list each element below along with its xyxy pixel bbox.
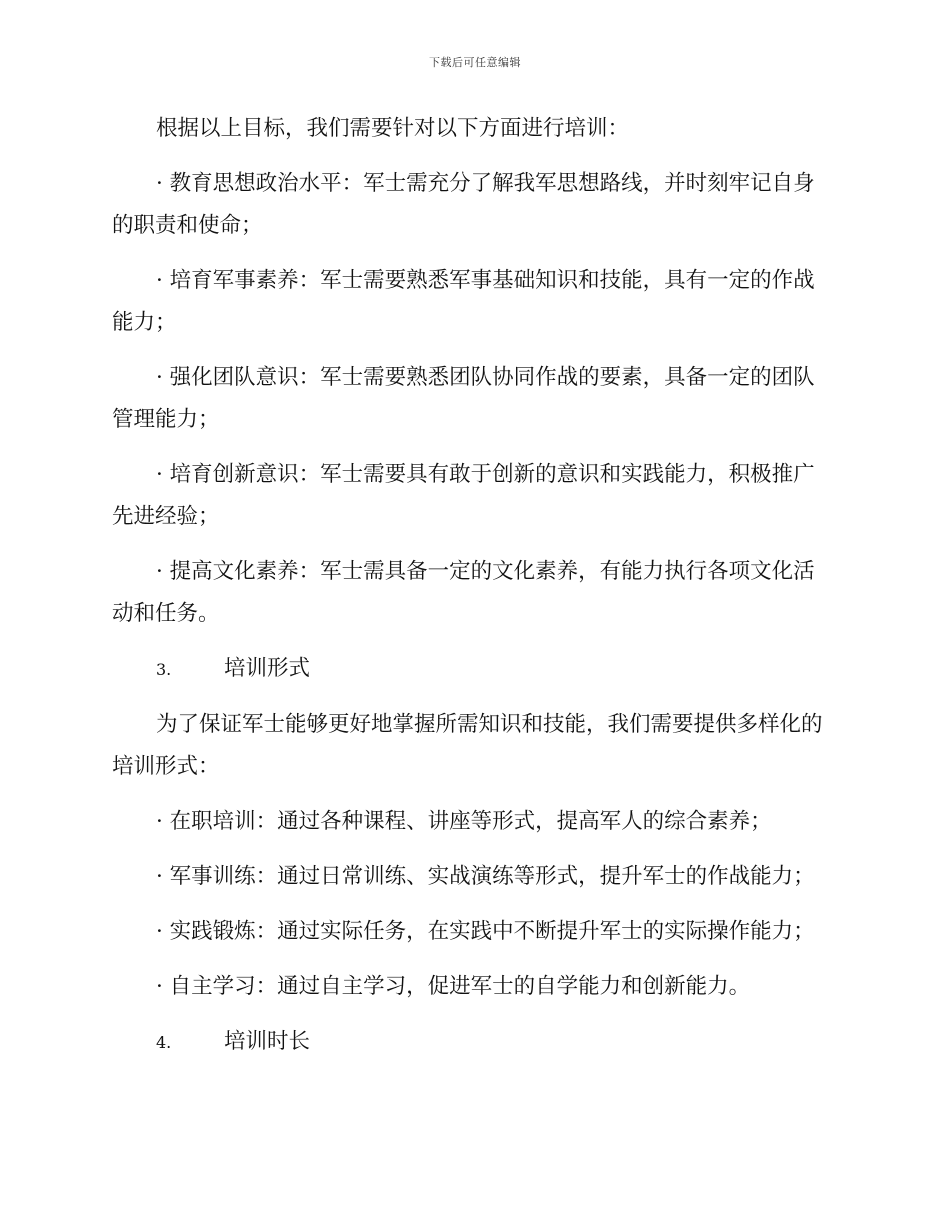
aspect-item-5 [112, 551, 832, 635]
section-3-heading [112, 648, 832, 691]
aspect-item-1 [112, 163, 832, 247]
aspect-item-2-line2: 能力； [112, 310, 177, 335]
intro-text: 根据以上目标，我们需要针对以下方面进行培训： [156, 116, 630, 141]
aspect-item-3 [112, 357, 832, 441]
form-item-3: · 实践锻炼：通过实际任务，在实践中不断提升军士的实际操作能力； [156, 919, 815, 944]
document-body [112, 108, 832, 1077]
aspect-item-1-line2: 的职责和使命； [112, 213, 263, 238]
page-header: 下载后可任意编辑 [429, 56, 521, 69]
section-4-title: 培训时长 [224, 1029, 311, 1054]
aspect-item-4-line2: 先进经验； [112, 504, 220, 529]
intro-paragraph [112, 108, 832, 150]
section-4-number: 4. [156, 1033, 172, 1052]
section-3-intro-line1: 为了保证军士能够更好地掌握所需知识和技能，我们需要提供多样化的 [156, 712, 823, 737]
aspect-item-2-line1: · 培育军事素养：军士需要熟悉军事基础知识和技能，具有一定的作战 [156, 268, 815, 293]
form-item-1: · 在职培训：通过各种课程、讲座等形式，提高军人的综合素养； [156, 809, 772, 834]
aspect-item-3-line2: 管理能力； [112, 407, 220, 432]
section-3-intro [112, 704, 832, 788]
section-3-intro-line2: 培训形式： [112, 754, 220, 779]
aspect-item-4 [112, 454, 832, 538]
aspect-item-5-line2: 动和任务。 [112, 601, 220, 626]
section-3-number: 3. [156, 660, 172, 679]
form-item-4: · 自主学习：通过自主学习，促进军士的自学能力和创新能力。 [156, 974, 751, 999]
section-3-title: 培训形式 [224, 656, 311, 681]
aspect-item-4-line1: · 培育创新意识：军士需要具有敢于创新的意识和实践能力，积极推广 [156, 462, 815, 487]
form-item-2: · 军事训练：通过日常训练、实战演练等形式，提升军士的作战能力； [156, 864, 815, 889]
section-4-heading [112, 1021, 832, 1064]
aspect-item-5-line1: · 提高文化素养：军士需具备一定的文化素养，有能力执行各项文化活 [156, 559, 815, 584]
aspect-item-1-line1: · 教育思想政治水平：军士需充分了解我军思想路线，并时刻牢记自身 [156, 171, 815, 196]
aspect-item-3-line1: · 强化团队意识：军士需要熟悉团队协同作战的要素，具备一定的团队 [156, 365, 815, 390]
aspect-item-2 [112, 260, 832, 344]
